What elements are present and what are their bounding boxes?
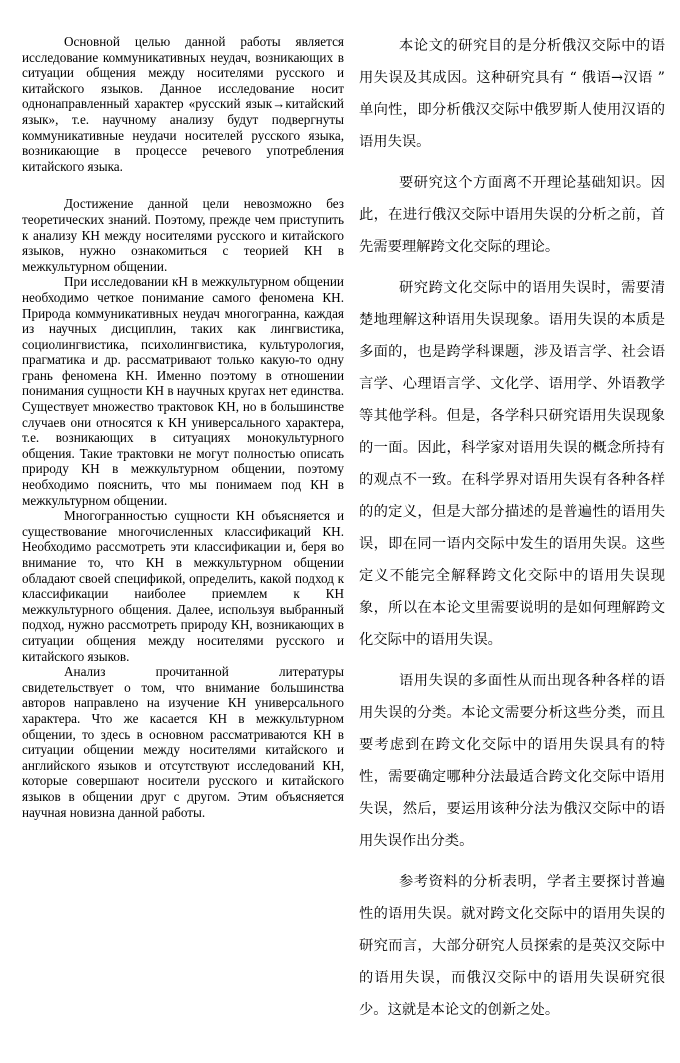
russian-paragraph-5: Анализ прочитанной литературы свидетельствует о том, что внимание большинства авторов направлено на изучение КН универсального характера. Что же касается КН в межкультурном общении, то здесь в основном рассматриваются КН в ситуации общении между носителями китайского и английского языков и отсутствуют исследований КН, которые совершают носители русского и китайского языков в общении друг с другом. Этим объясняется научная новизна данной работы.: [22, 664, 344, 820]
chinese-text-column: [359, 30, 665, 1026]
russian-paragraph-2: Достижение данной цели невозможно без теоретических знаний. Поэтому, прежде чем приступить к анализу КН между носителями русского и китайского языков, нужно ознакомиться с теорией КН в межкультурном общении.: [22, 196, 344, 274]
chinese-paragraph-4: 语用失误的多面性从而出现各种各样的语用失误的分类。本论文需要分析这些分类，而且要考虑到在跨文化交际中的语用失误具有的特性，需要确定哪种分法最适合跨文化交际中语用失误，然后，要运用该种分法为俄汉交际中的语用失误作出分类。: [359, 673, 665, 849]
chinese-paragraph-3: 研究跨文化交际中的语用失误时，需要清楚地理解这种语用失误现象。语用失误的本质是多面的，也是跨学科课题，涉及语言学、社会语言学、心理语言学、文化学、语用学、外语教学等其他学科。但是，各学科只研究语用失误现象的一面。因此，科学家对语用失误的概念所持有的观点不一致。在科学界对语用失误有各种各样的的定义，但是大部分描述的是普遍性的语用失误，即在同一语内交际中发生的语用失误。这些定义不能完全解释跨文化交际中的语用失误现象，所以在本论文里需要说明的是如何理解跨文化交际中的语用失误。: [359, 280, 665, 648]
chinese-paragraph-1: 本论文的研究目的是分析俄汉交际中的语用失误及其成因。这种研究具有 “ 俄语→汉语 ” 单向性，即分析俄汉交际中俄罗斯人使用汉语的语用失误。: [359, 38, 665, 150]
chinese-paragraph-2: 要研究这个方面离不开理论基础知识。因此，在进行俄汉交际中语用失误的分析之前，首先需要理解跨文化交际的理论。: [359, 175, 665, 255]
russian-text-column: [22, 34, 344, 820]
chinese-paragraph-5: 参考资料的分析表明，学者主要探讨普遍性的语用失误。就对跨文化交际中的语用失误的研究而言，大部分研究人员探索的是英汉交际中的语用失误，而俄汉交际中的语用失误研究很少。这就是本论文的创新之处。: [359, 874, 665, 1018]
russian-paragraph-1: Основной целью данной работы является исследование коммуникативных неудач, возникающих в ситуации общения между носителями русского и китайского языков. Данное исследование носит однонаправленный характер «русский язык→китайский язык», т.е. научному анализу будут подвергнуты коммуникативные неудачи носителей русского языка, возникающие в процессе речевого употребления китайского языка.: [22, 34, 344, 174]
russian-paragraph-3: При исследовании кН в межкультурном общении необходимо четкое понимание самого феномена КН. Природа коммуникативных неудач многогранна, каждая из научных дисциплин, таких как лингвистика, социолингвистика, психолингвистика, культурология, прагматика и др. рассматривают только какую-то одну грань феномена КН. Именно поэтому в отношении понимания сущности КН в научных кругах нет единства. Существует множество трактовок КН, но в большинстве случаев они относятся к КН универсального характера, т.е. возникающих в ситуациях монокультурного общения. Такие трактовки не могут полностью описать природу КН в межкультурном общении, поэтому необходимо пояснить, что мы понимаем под КН в межкультурном общении.: [22, 274, 345, 508]
russian-paragraph-4: Многогранностью сущности КН объясняется и существование многочисленных классификаций КН. Необходимо рассмотреть эти классификации и, беря во внимание то, что КН в межкультурном общении обладают своей спецификой, определить, какой подход к классификации наиболее приемлем к КН межкультурного общения. Далее, используя выбранный подход, нужно рассмотреть природу КН, возникающих в ситуации общения между носителями русского и китайского языков.: [22, 508, 344, 664]
